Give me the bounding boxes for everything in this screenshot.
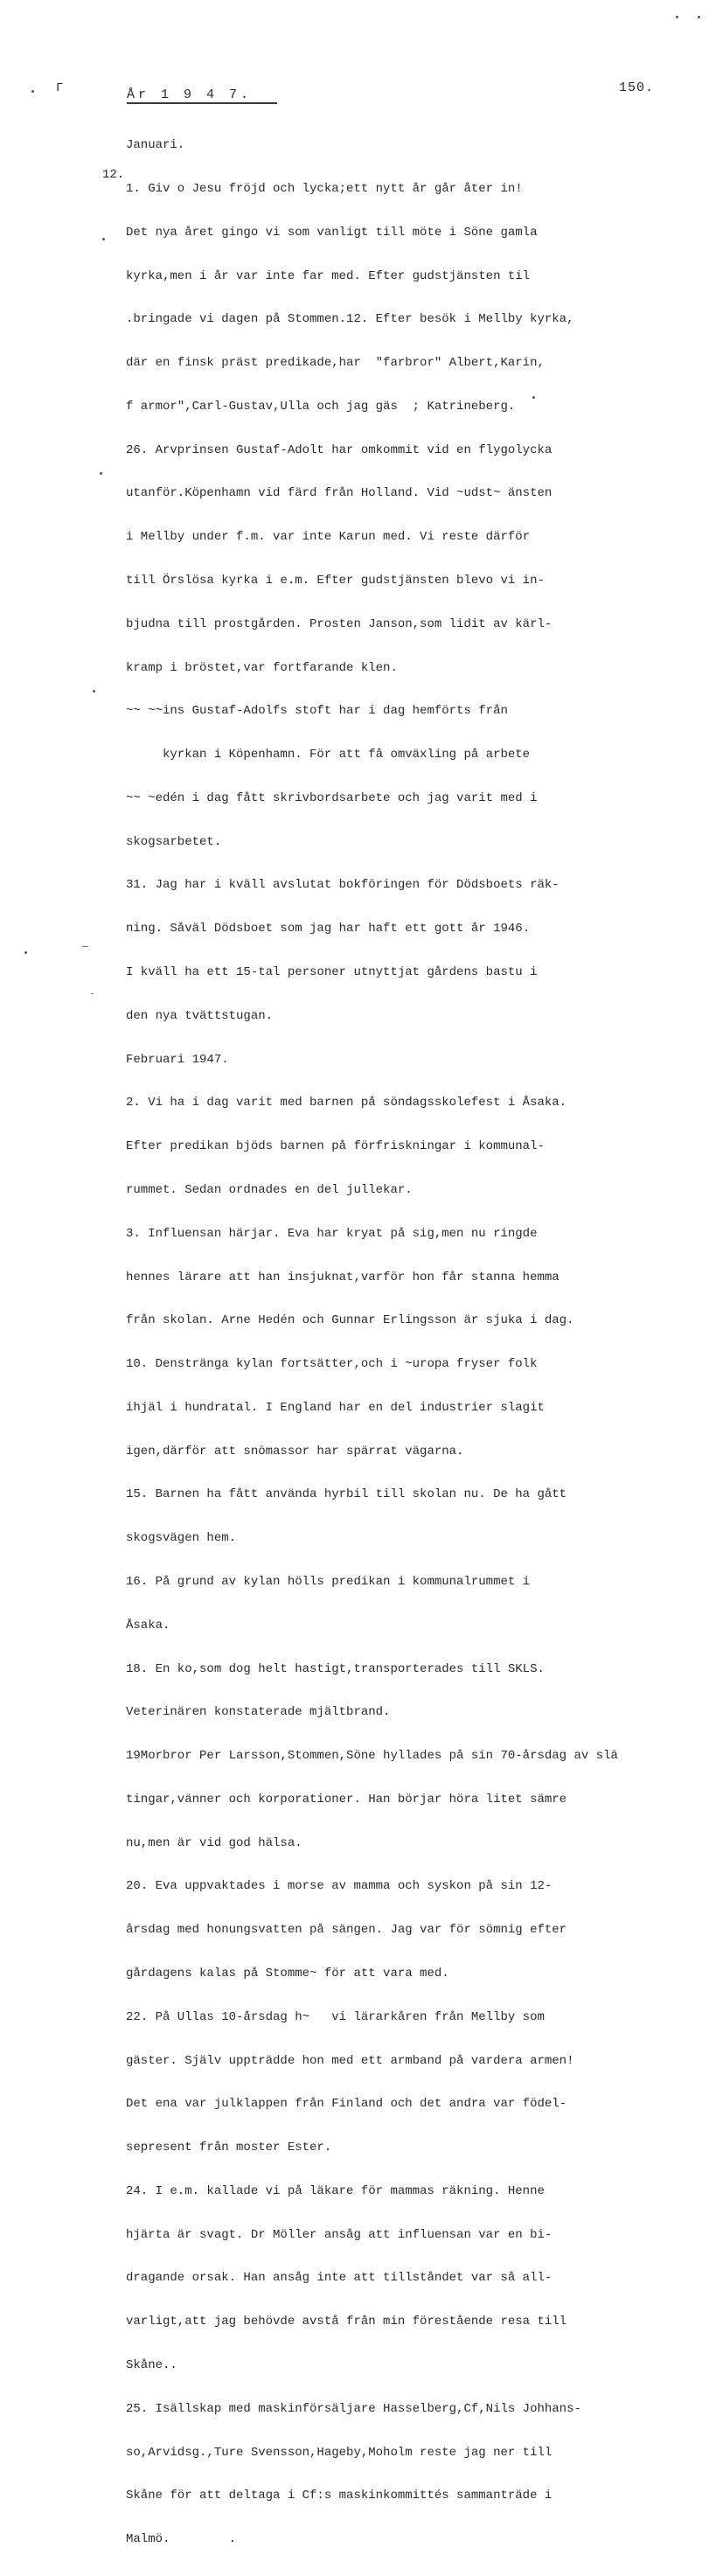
scan-speck <box>676 16 678 18</box>
text-line: dragande orsak. Han ansåg inte att tillståndet var så all- <box>126 2271 553 2286</box>
text-line: bjudna till prostgården. Prosten Janson,som lidit av kärl- <box>126 616 553 631</box>
text-line: tingar,vänner och korporationer. Han börjar höra litet sämre <box>126 1792 567 1807</box>
text-line: 25. Isällskap med maskinförsäljare Hasselberg,Cf,Nils Johhans- <box>126 2401 581 2416</box>
text-line: Skåne.. <box>126 2358 177 2373</box>
text-line: I kväll ha ett 15-tal personer utnyttjat gårdens bastu i <box>126 965 538 980</box>
text-line: Veterinären konstaterade mjältbrand. <box>126 1705 391 1720</box>
scan-speck <box>100 472 102 475</box>
text-line: Det ena var julklappen från Finland och det andra var födel- <box>126 2097 567 2112</box>
text-line: där en finsk präst predikade,har "farbror" Albert,Karin, <box>126 356 545 371</box>
text-line: nu,men är vid god hälsa. <box>126 1835 302 1850</box>
text-line: Skåne för att deltaga i Cf:s maskinkommittés sammanträde i <box>126 2489 553 2503</box>
text-line: 16. På grund av kylan hölls predikan i kommunalrummet i <box>126 1574 531 1589</box>
text-line: 2. Vi ha i dag varit med barnen på söndagsskolefest i Åsaka. <box>126 1096 567 1110</box>
text-line: den nya tvättstugan. <box>126 1008 274 1023</box>
text-line: hjärta är svagt. Dr Möller ansåg att influensan var en bi- <box>126 2227 553 2242</box>
margin-bracket: Γ <box>56 81 64 95</box>
text-line: utanför.Köpenhamn vid färd från Holland. Vid ~udst~ änsten <box>126 486 553 501</box>
scan-mark <box>91 993 94 994</box>
year-heading: År 1 9 4 7. <box>127 88 277 104</box>
text-line: gäster. Själv uppträdde hon med ett armband på vardera armen! <box>126 2053 574 2068</box>
page-number: 150. <box>619 80 655 95</box>
text-line: Det nya året gingo vi som vanligt till möte i Söne gamla <box>126 225 538 240</box>
text-line: kyrkan i Köpenhamn. För att få omväxling på arbete <box>126 748 531 762</box>
text-line: igen,därför att snömassor har spärrat vägarna. <box>126 1444 464 1459</box>
text-line: 22. På Ullas 10-årsdag h~ vi lärarkåren från Mellby som <box>126 2009 545 2024</box>
text-line: kramp i bröstet,var fortfarande klen. <box>126 660 398 675</box>
text-line: 24. I e.m. kallade vi på läkare för mammas räkning. Henne <box>126 2183 545 2198</box>
text-line: från skolan. Arne Hedén och Gunnar Erlingsson är sjuka i dag. <box>126 1313 574 1328</box>
text-line: 3. Influensan härjar. Eva har kryat på sig,men nu ringde <box>126 1226 538 1241</box>
text-line: Åsaka. <box>126 1618 170 1633</box>
text-line: skogsvägen hem. <box>126 1531 237 1546</box>
text-line: Malmö. . <box>126 2532 237 2547</box>
text-line: 31. Jag har i kväll avslutat bokföringen för Dödsboets räk- <box>126 878 560 893</box>
text-line: 15. Barnen ha fått använda hyrbil till skolan nu. De ha gått <box>126 1487 567 1502</box>
scan-speck <box>24 951 27 954</box>
text-line: 1. Giv o Jesu fröjd och lycka;ett nytt år går åter in! <box>126 181 523 196</box>
text-line: skogsarbetet. <box>126 834 222 849</box>
diary-text <box>126 109 703 2576</box>
text-line: kyrka,men i år var inte far med. Efter gudstjänsten til <box>126 268 531 283</box>
text-line: .bringade vi dagen på Stommen.12. Efter besök i Mellby kyrka, <box>126 312 574 327</box>
text-line: ~~ ~~ins Gustaf-Adolfs stoft har i dag hemförts från <box>126 704 508 719</box>
text-line: hennes lärare att han insjuknat,varför hon får stanna hemma <box>126 1270 560 1285</box>
text-line: Januari. <box>126 138 185 153</box>
text-line: rummet. Sedan ordnades en del jullekar. <box>126 1182 413 1197</box>
text-line: 26. Arvprinsen Gustaf-Adolt har omkommit vid en flygolycka <box>126 442 553 457</box>
text-line: so,Arvidsg.,Ture Svensson,Hageby,Moholm reste jag ner till <box>126 2445 553 2460</box>
text-line: sepresent från moster Ester. <box>126 2141 332 2155</box>
text-line: Februari 1947. <box>126 1052 229 1067</box>
text-line: i Mellby under f.m. var inte Karun med. Vi reste därför <box>126 530 531 545</box>
text-line: f armor",Carl-Gustav,Ulla och jag gäs ; Katrineberg. <box>126 399 516 414</box>
scan-speck <box>93 690 95 693</box>
text-line: till Örslösa kyrka i e.m. Efter gudstjänsten blevo vi in- <box>126 574 545 588</box>
scan-speck <box>102 238 105 240</box>
text-line: årsdag med honungsvatten på sängen. Jag var för sömnig efter <box>126 1923 567 1938</box>
text-line: 20. Eva uppvaktades i morse av mamma och syskon på sin 12- <box>126 1879 553 1894</box>
text-line: ihjäl i hundratal. I England har en del industrier slagit <box>126 1400 545 1415</box>
text-line: 19Morbror Per Larsson,Stommen,Söne hyllades på sin 70-årsdag av slä <box>126 1749 618 1764</box>
scan-mark <box>82 946 88 947</box>
text-line: 10. Denstränga kylan fortsätter,och i ~uropa fryser folk <box>126 1357 538 1372</box>
scan-speck <box>31 90 34 93</box>
text-line: gårdagens kalas på Stomme~ för att vara med. <box>126 1967 449 1981</box>
scan-speck <box>698 16 700 18</box>
scan-speck <box>532 396 535 399</box>
text-line: ~~ ~edén i dag fått skrivbordsarbete och jag varit med i <box>126 790 538 805</box>
margin-note-12: 12. <box>102 168 125 182</box>
text-line: 18. En ko,som dog helt hastigt,transporterades till SKLS. <box>126 1661 545 1676</box>
text-line: Efter predikan bjöds barnen på förfriskningar i kommunal- <box>126 1139 545 1154</box>
text-line: ning. Såväl Dödsboet som jag har haft ett gott år 1946. <box>126 922 531 936</box>
text-line: varligt,att jag behövde avstå från min förestående resa till <box>126 2315 567 2329</box>
